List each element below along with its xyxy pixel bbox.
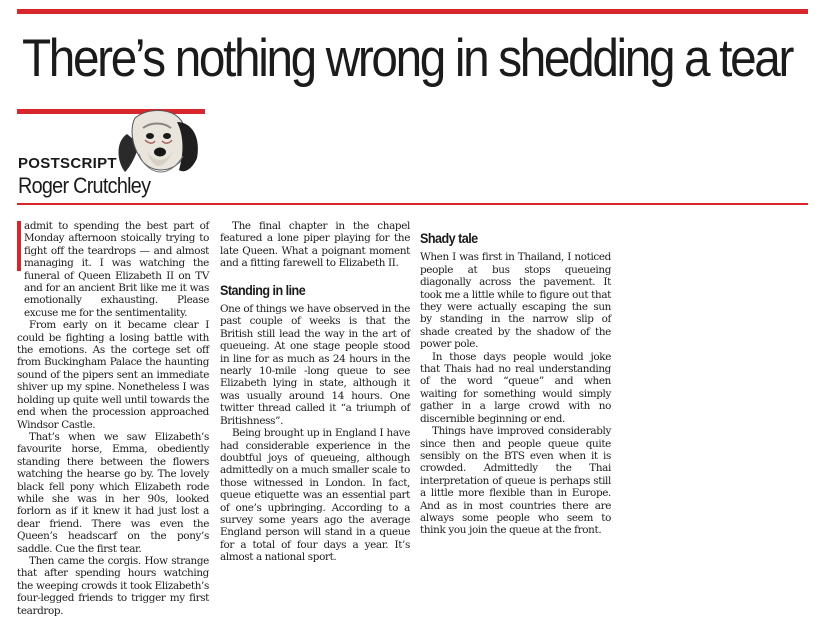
subheading-shady-tale: Shady tale xyxy=(420,230,478,246)
paragraph: When I was first in Thailand, I noticed people at bus stops queueing diagonally across the pavement. It took me a little while to figure out that they were actually escaping the sun by standing in the narrow slip of shade created by the shadow of the power pole. xyxy=(420,251,611,351)
paragraph: admit to spending the best part of Monday afternoon stoically trying to fight off the teardrops — and almost managing it. I was watching the funeral of Queen Elizabeth II on TV and for an ancient Brit like me it was emotionally exhausting. Please excuse me for the sentimentality. xyxy=(24,220,209,319)
paragraph: The final chapter in the chapel featured a lone piper playing for the late Queen. What a poignant moment and a fitting farewell to Elizabeth II. xyxy=(220,220,410,270)
top-red-rule xyxy=(17,9,808,14)
bottom-red-rule xyxy=(17,203,808,205)
paragraph: Being brought up in England I have had considerable experience in the doubtful joys of queueing, although admittedly on a much smaller scale to those witnessed in London. In fact, queue etiquette was an essential part of one’s upbringing. According to a survey some years ago the average England person will stand in a queue for a total of four days a year. It’s almost a national sport. xyxy=(220,427,410,564)
paragraph: Then came the corgis. How strange that after spending hours watching the weeping crowds it took Elizabeth’s four-legged friends to trigger my first teardrop. xyxy=(17,554,209,617)
paragraph: One of things we have observed in the past couple of weeks is that the British still lead the way in the art of queueing. At one stage people stood in line for as much as 24 hours in the nearly 10-mile -long queue to see Elizabeth lying in state, although it was usually around 14 hours. One twitter thread called it “a triumph of Britishness”. xyxy=(220,303,410,427)
subheading-standing-in-line: Standing in line xyxy=(220,281,306,298)
paragraph: In those days people would joke that Thais had no real understanding of the word “queue” and when waiting for something would simply gather in a large crowd with no discernible beginning or end. xyxy=(420,350,611,425)
section-kicker: POSTSCRIPT xyxy=(18,155,117,172)
basset-hound-icon xyxy=(105,104,205,184)
column-3 xyxy=(420,232,611,537)
column-2 xyxy=(220,220,410,564)
author-byline: Roger Crutchley xyxy=(18,173,151,198)
paragraph: Things have improved considerably since then and people queue quite sensibly on the BTS even when it is crowded. Admittedly the Thai interpretation of queue is perhaps still a little more flexible than in Europe. And as in most countries there are always some people who seem to think you join the queue at the front. xyxy=(420,425,611,537)
paragraph: From early on it became clear I could be fighting a losing battle with the emotions. As the cortege set off from Buckingham Palace the haunting sound of the pipers sent an immediate shiver up my spine. Nonetheless I was holding up quite well until towards the end when the procession approached Windsor Castle. xyxy=(17,319,209,431)
headline: There’s nothing wrong in shedding a tear xyxy=(22,29,792,88)
paragraph: That’s when we saw Elizabeth’s favourite horse, Emma, obediently standing there between the flowers watching the hearse go by. The lovely black fell pony which Elizabeth rode while she was in her 90s, looked forlorn as if it knew it had just lost a dear friend. There was even the Queen’s headscarf on the pony’s saddle. Cue the first tear. xyxy=(17,430,209,555)
column-1 xyxy=(17,220,209,617)
